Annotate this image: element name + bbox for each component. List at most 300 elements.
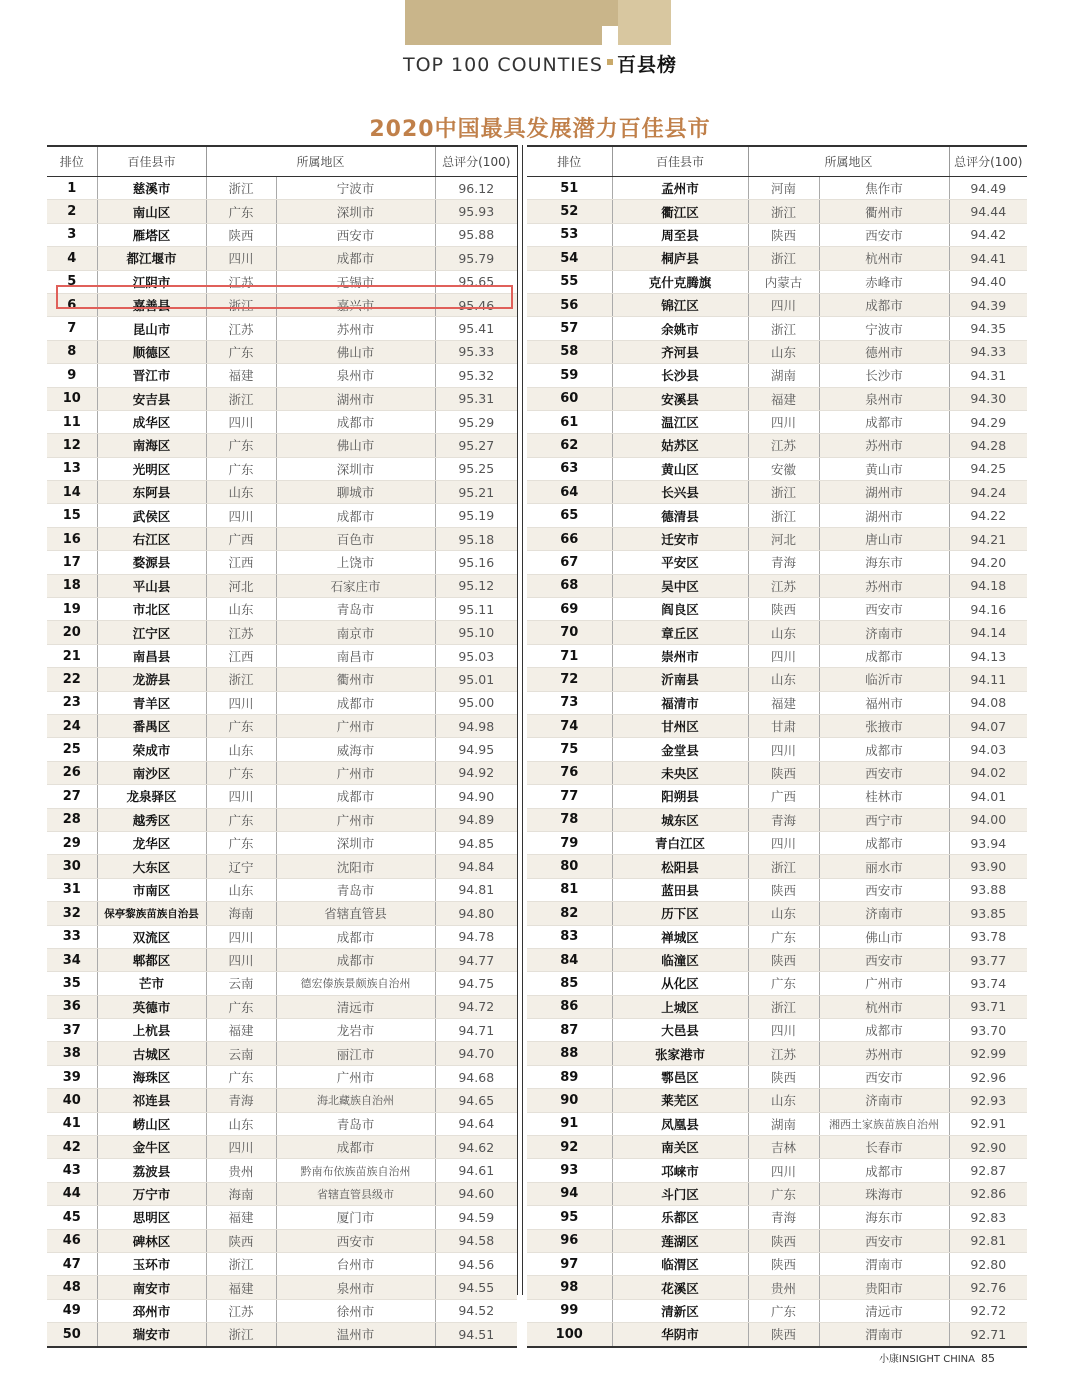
city-cell: 张掖市: [819, 714, 949, 737]
rank-cell: 64: [527, 481, 612, 504]
province-cell: 陕西: [748, 1323, 819, 1347]
score-cell: 94.28: [949, 434, 1027, 457]
county-name-cell: 南海区: [97, 434, 206, 457]
rank-cell: 5: [47, 270, 97, 293]
score-cell: 94.65: [435, 1089, 517, 1112]
table-row: [47, 527, 517, 550]
province-cell: 陕西: [206, 1229, 276, 1252]
score-cell: 92.76: [949, 1276, 1027, 1299]
score-cell: 94.78: [435, 925, 517, 948]
city-cell: 佛山市: [276, 340, 435, 363]
city-cell: 海东市: [819, 551, 949, 574]
table-row: [527, 200, 1027, 223]
table-row: [527, 1182, 1027, 1205]
province-cell: 青海: [748, 1206, 819, 1229]
province-cell: 浙江: [748, 317, 819, 340]
table-row: [527, 1323, 1027, 1347]
score-cell: 94.62: [435, 1136, 517, 1159]
city-cell: 德宏傣族景颇族自治州: [276, 972, 435, 995]
table-row: [527, 644, 1027, 667]
province-cell: 四川: [206, 247, 276, 270]
col-header-region: 所属地区: [748, 146, 949, 177]
rank-cell: 88: [527, 1042, 612, 1065]
table-row: [47, 1159, 517, 1182]
province-cell: 江苏: [748, 434, 819, 457]
county-name-cell: 未央区: [612, 761, 748, 784]
province-cell: 陕西: [748, 948, 819, 971]
county-name-cell: 婺源县: [97, 551, 206, 574]
table-row: [527, 855, 1027, 878]
county-name-cell: 孟州市: [612, 177, 748, 200]
score-cell: 94.60: [435, 1182, 517, 1205]
table-row: [47, 1042, 517, 1065]
city-cell: 黔南布依族苗族自治州: [276, 1159, 435, 1182]
score-cell: 93.90: [949, 855, 1027, 878]
province-cell: 浙江: [206, 293, 276, 316]
rank-cell: 32: [47, 902, 97, 925]
table-row: [527, 668, 1027, 691]
table-row: [47, 1206, 517, 1229]
city-cell: 湖州市: [819, 504, 949, 527]
city-cell: 成都市: [276, 948, 435, 971]
rank-cell: 59: [527, 364, 612, 387]
city-cell: 成都市: [819, 410, 949, 433]
city-cell: 清远市: [276, 995, 435, 1018]
county-name-cell: 晋江市: [97, 364, 206, 387]
city-cell: 苏州市: [819, 1042, 949, 1065]
score-cell: 95.12: [435, 574, 517, 597]
table-row: [527, 1112, 1027, 1135]
score-cell: 94.81: [435, 878, 517, 901]
city-cell: 西安市: [819, 223, 949, 246]
table-row: [527, 527, 1027, 550]
province-cell: 四川: [206, 948, 276, 971]
top-decoration-light-block: [618, 0, 671, 45]
province-cell: 福建: [206, 364, 276, 387]
score-cell: 95.93: [435, 200, 517, 223]
rank-cell: 93: [527, 1159, 612, 1182]
rank-cell: 41: [47, 1112, 97, 1135]
city-cell: 深圳市: [276, 831, 435, 854]
province-cell: 广东: [206, 200, 276, 223]
table-row: [527, 808, 1027, 831]
table-row: [527, 293, 1027, 316]
county-name-cell: 姑苏区: [612, 434, 748, 457]
table-row: [527, 785, 1027, 808]
rank-cell: 87: [527, 1019, 612, 1042]
table-row: [47, 317, 517, 340]
county-name-cell: 甘州区: [612, 714, 748, 737]
city-cell: 省辖直管县: [276, 902, 435, 925]
county-name-cell: 德清县: [612, 504, 748, 527]
score-cell: 92.91: [949, 1112, 1027, 1135]
city-cell: 成都市: [276, 785, 435, 808]
province-cell: 浙江: [206, 387, 276, 410]
score-cell: 94.20: [949, 551, 1027, 574]
table-row: [47, 434, 517, 457]
province-cell: 广东: [206, 831, 276, 854]
score-cell: 92.72: [949, 1299, 1027, 1322]
city-cell: 聊城市: [276, 481, 435, 504]
city-cell: 苏州市: [819, 574, 949, 597]
county-name-cell: 金牛区: [97, 1136, 206, 1159]
score-cell: 94.56: [435, 1252, 517, 1275]
city-cell: 上饶市: [276, 551, 435, 574]
city-cell: 衢州市: [276, 668, 435, 691]
province-cell: 四川: [206, 1136, 276, 1159]
score-cell: 94.02: [949, 761, 1027, 784]
table-row: [47, 972, 517, 995]
province-cell: 福建: [748, 691, 819, 714]
score-cell: 94.75: [435, 972, 517, 995]
city-cell: 厦门市: [276, 1206, 435, 1229]
city-cell: 宁波市: [276, 177, 435, 200]
county-name-cell: 城东区: [612, 808, 748, 831]
rank-cell: 69: [527, 598, 612, 621]
province-cell: 四川: [748, 644, 819, 667]
city-cell: 广州市: [819, 972, 949, 995]
county-name-cell: 平安区: [612, 551, 748, 574]
score-cell: 94.59: [435, 1206, 517, 1229]
province-cell: 福建: [206, 1276, 276, 1299]
county-name-cell: 嘉善县: [97, 293, 206, 316]
score-cell: 94.18: [949, 574, 1027, 597]
county-name-cell: 顺德区: [97, 340, 206, 363]
city-cell: 深圳市: [276, 200, 435, 223]
table-row: [527, 481, 1027, 504]
score-cell: 94.92: [435, 761, 517, 784]
county-name-cell: 锦江区: [612, 293, 748, 316]
county-name-cell: 花溪区: [612, 1276, 748, 1299]
county-name-cell: 温江区: [612, 410, 748, 433]
score-cell: 95.32: [435, 364, 517, 387]
table-row: [47, 504, 517, 527]
province-cell: 四川: [206, 691, 276, 714]
province-cell: 河北: [748, 527, 819, 550]
province-cell: 陕西: [748, 598, 819, 621]
table-row: [527, 340, 1027, 363]
rank-cell: 12: [47, 434, 97, 457]
county-name-cell: 从化区: [612, 972, 748, 995]
table-row: [527, 1089, 1027, 1112]
score-cell: 94.84: [435, 855, 517, 878]
province-cell: 河北: [206, 574, 276, 597]
rank-cell: 96: [527, 1229, 612, 1252]
province-cell: 江西: [206, 551, 276, 574]
rank-cell: 25: [47, 738, 97, 761]
page-footer: [879, 1350, 995, 1365]
province-cell: 云南: [206, 972, 276, 995]
county-name-cell: 鄠邑区: [612, 1065, 748, 1088]
score-cell: 94.90: [435, 785, 517, 808]
rank-cell: 2: [47, 200, 97, 223]
city-cell: 西安市: [276, 1229, 435, 1252]
county-name-cell: 阎良区: [612, 598, 748, 621]
table-row: [527, 1229, 1027, 1252]
table-row: [47, 1182, 517, 1205]
table-row: [47, 902, 517, 925]
city-cell: 临沂市: [819, 668, 949, 691]
city-cell: 西安市: [819, 761, 949, 784]
city-cell: 广州市: [276, 714, 435, 737]
county-name-cell: 崂山区: [97, 1112, 206, 1135]
table-row: [47, 808, 517, 831]
table-row: [47, 761, 517, 784]
rank-cell: 29: [47, 831, 97, 854]
rank-cell: 11: [47, 410, 97, 433]
city-cell: 成都市: [276, 247, 435, 270]
city-cell: 成都市: [276, 925, 435, 948]
table-row: [47, 668, 517, 691]
rank-cell: 65: [527, 504, 612, 527]
table-row: [47, 364, 517, 387]
rank-cell: 78: [527, 808, 612, 831]
province-cell: 甘肃: [748, 714, 819, 737]
rank-cell: 91: [527, 1112, 612, 1135]
province-cell: 陕西: [748, 761, 819, 784]
score-cell: 96.12: [435, 177, 517, 200]
table-row: [47, 1252, 517, 1275]
rank-cell: 71: [527, 644, 612, 667]
rank-cell: 36: [47, 995, 97, 1018]
county-name-cell: 凤凰县: [612, 1112, 748, 1135]
score-cell: 94.16: [949, 598, 1027, 621]
col-header-score: 总评分(100): [435, 146, 517, 177]
col-header-rank: 排位: [47, 146, 97, 177]
province-cell: 海南: [206, 1182, 276, 1205]
province-cell: 浙江: [748, 481, 819, 504]
province-cell: 广东: [206, 808, 276, 831]
col-header-name: 百佳县市: [612, 146, 748, 177]
city-cell: 青岛市: [276, 598, 435, 621]
table-row: [47, 785, 517, 808]
province-cell: 广东: [748, 1299, 819, 1322]
province-cell: 陕西: [748, 1065, 819, 1088]
score-cell: 94.55: [435, 1276, 517, 1299]
county-name-cell: 禅城区: [612, 925, 748, 948]
rank-cell: 60: [527, 387, 612, 410]
rank-cell: 9: [47, 364, 97, 387]
county-name-cell: 长沙县: [612, 364, 748, 387]
table-row: [47, 1136, 517, 1159]
score-cell: 95.03: [435, 644, 517, 667]
score-cell: 92.93: [949, 1089, 1027, 1112]
table-row: [527, 1252, 1027, 1275]
province-cell: 湖南: [748, 364, 819, 387]
province-cell: 广西: [206, 527, 276, 550]
table-row: [47, 995, 517, 1018]
score-cell: 95.65: [435, 270, 517, 293]
city-cell: 广州市: [276, 1065, 435, 1088]
table-row: [47, 1299, 517, 1322]
rank-cell: 49: [47, 1299, 97, 1322]
table-body-left: [47, 177, 517, 1347]
county-name-cell: 邛崃市: [612, 1159, 748, 1182]
table-body-right: [527, 177, 1027, 1347]
county-name-cell: 莲湖区: [612, 1229, 748, 1252]
province-cell: 广东: [206, 1065, 276, 1088]
table-row: [527, 714, 1027, 737]
table-row: [47, 223, 517, 246]
city-cell: 苏州市: [276, 317, 435, 340]
county-name-cell: 南关区: [612, 1136, 748, 1159]
county-name-cell: 崇州市: [612, 644, 748, 667]
score-cell: 92.86: [949, 1182, 1027, 1205]
rank-cell: 42: [47, 1136, 97, 1159]
province-cell: 广东: [748, 972, 819, 995]
county-name-cell: 都江堰市: [97, 247, 206, 270]
county-name-cell: 英德市: [97, 995, 206, 1018]
county-name-cell: 古城区: [97, 1042, 206, 1065]
rank-cell: 27: [47, 785, 97, 808]
table-row: [527, 270, 1027, 293]
rank-cell: 97: [527, 1252, 612, 1275]
city-cell: 徐州市: [276, 1299, 435, 1322]
county-name-cell: 上杭县: [97, 1019, 206, 1042]
table-header-row: [47, 146, 517, 177]
city-cell: 渭南市: [819, 1252, 949, 1275]
score-cell: 94.42: [949, 223, 1027, 246]
section-header-cn: 百县榜: [616, 54, 677, 76]
city-cell: 泉州市: [276, 364, 435, 387]
county-name-cell: 上城区: [612, 995, 748, 1018]
rank-cell: 17: [47, 551, 97, 574]
province-cell: 青海: [748, 808, 819, 831]
city-cell: 西安市: [819, 598, 949, 621]
score-cell: 93.70: [949, 1019, 1027, 1042]
score-cell: 95.33: [435, 340, 517, 363]
county-name-cell: 龙泉驿区: [97, 785, 206, 808]
province-cell: 四川: [748, 1019, 819, 1042]
table-row: [527, 223, 1027, 246]
province-cell: 广东: [206, 457, 276, 480]
county-name-cell: 长兴县: [612, 481, 748, 504]
province-cell: 云南: [206, 1042, 276, 1065]
rank-cell: 68: [527, 574, 612, 597]
table-row: [47, 855, 517, 878]
county-name-cell: 大邑县: [612, 1019, 748, 1042]
rank-cell: 39: [47, 1065, 97, 1088]
table-row: [47, 457, 517, 480]
ranking-table-left: [47, 145, 517, 1348]
table-row: [527, 410, 1027, 433]
score-cell: 94.98: [435, 714, 517, 737]
table-row: [47, 1276, 517, 1299]
score-cell: 94.01: [949, 785, 1027, 808]
city-cell: 西安市: [819, 878, 949, 901]
province-cell: 浙江: [748, 995, 819, 1018]
city-cell: 泉州市: [276, 1276, 435, 1299]
table-row: [47, 551, 517, 574]
province-cell: 河南: [748, 177, 819, 200]
city-cell: 南京市: [276, 621, 435, 644]
score-cell: 92.71: [949, 1323, 1027, 1347]
table-row: [527, 1206, 1027, 1229]
rank-cell: 74: [527, 714, 612, 737]
rank-cell: 94: [527, 1182, 612, 1205]
rank-cell: 51: [527, 177, 612, 200]
county-name-cell: 江阴市: [97, 270, 206, 293]
city-cell: 深圳市: [276, 457, 435, 480]
province-cell: 江苏: [748, 1042, 819, 1065]
county-name-cell: 思明区: [97, 1206, 206, 1229]
rank-cell: 54: [527, 247, 612, 270]
score-cell: 95.25: [435, 457, 517, 480]
county-name-cell: 芒市: [97, 972, 206, 995]
score-cell: 95.21: [435, 481, 517, 504]
score-cell: 94.41: [949, 247, 1027, 270]
city-cell: 长沙市: [819, 364, 949, 387]
city-cell: 湘西土家族苗族自治州: [819, 1112, 949, 1135]
county-name-cell: 衢江区: [612, 200, 748, 223]
rank-cell: 8: [47, 340, 97, 363]
city-cell: 成都市: [276, 410, 435, 433]
county-name-cell: 历下区: [612, 902, 748, 925]
province-cell: 广东: [206, 995, 276, 1018]
score-cell: 94.80: [435, 902, 517, 925]
table-row: [527, 738, 1027, 761]
highlight-box: [56, 285, 513, 309]
rank-cell: 77: [527, 785, 612, 808]
city-cell: 苏州市: [819, 434, 949, 457]
rank-cell: 95: [527, 1206, 612, 1229]
province-cell: 广东: [206, 714, 276, 737]
section-header-en: TOP 100 COUNTIES: [403, 54, 603, 76]
table-row: [47, 1229, 517, 1252]
county-name-cell: 玉环市: [97, 1252, 206, 1275]
rank-cell: 62: [527, 434, 612, 457]
score-cell: 95.31: [435, 387, 517, 410]
score-cell: 94.51: [435, 1323, 517, 1347]
province-cell: 陕西: [748, 223, 819, 246]
rank-cell: 66: [527, 527, 612, 550]
province-cell: 四川: [748, 1159, 819, 1182]
county-name-cell: 沂南县: [612, 668, 748, 691]
province-cell: 江苏: [206, 1299, 276, 1322]
city-cell: 西安市: [819, 948, 949, 971]
city-cell: 湖州市: [276, 387, 435, 410]
score-cell: 94.49: [949, 177, 1027, 200]
table-row: [47, 247, 517, 270]
score-cell: 94.39: [949, 293, 1027, 316]
score-cell: 95.18: [435, 527, 517, 550]
table-row: [47, 1065, 517, 1088]
table-row: [47, 340, 517, 363]
score-cell: 94.31: [949, 364, 1027, 387]
rank-cell: 37: [47, 1019, 97, 1042]
city-cell: 成都市: [276, 504, 435, 527]
rank-cell: 35: [47, 972, 97, 995]
score-cell: 93.85: [949, 902, 1027, 925]
county-name-cell: 万宁市: [97, 1182, 206, 1205]
rank-cell: 92: [527, 1136, 612, 1159]
table-row: [47, 598, 517, 621]
score-cell: 95.11: [435, 598, 517, 621]
city-cell: 济南市: [819, 1089, 949, 1112]
rank-cell: 61: [527, 410, 612, 433]
rank-cell: 76: [527, 761, 612, 784]
province-cell: 贵州: [748, 1276, 819, 1299]
city-cell: 佛山市: [276, 434, 435, 457]
city-cell: 南昌市: [276, 644, 435, 667]
rank-cell: 72: [527, 668, 612, 691]
county-name-cell: 大东区: [97, 855, 206, 878]
rank-cell: 80: [527, 855, 612, 878]
table-row: [527, 504, 1027, 527]
city-cell: 青岛市: [276, 1112, 435, 1135]
province-cell: 福建: [206, 1206, 276, 1229]
rank-cell: 20: [47, 621, 97, 644]
